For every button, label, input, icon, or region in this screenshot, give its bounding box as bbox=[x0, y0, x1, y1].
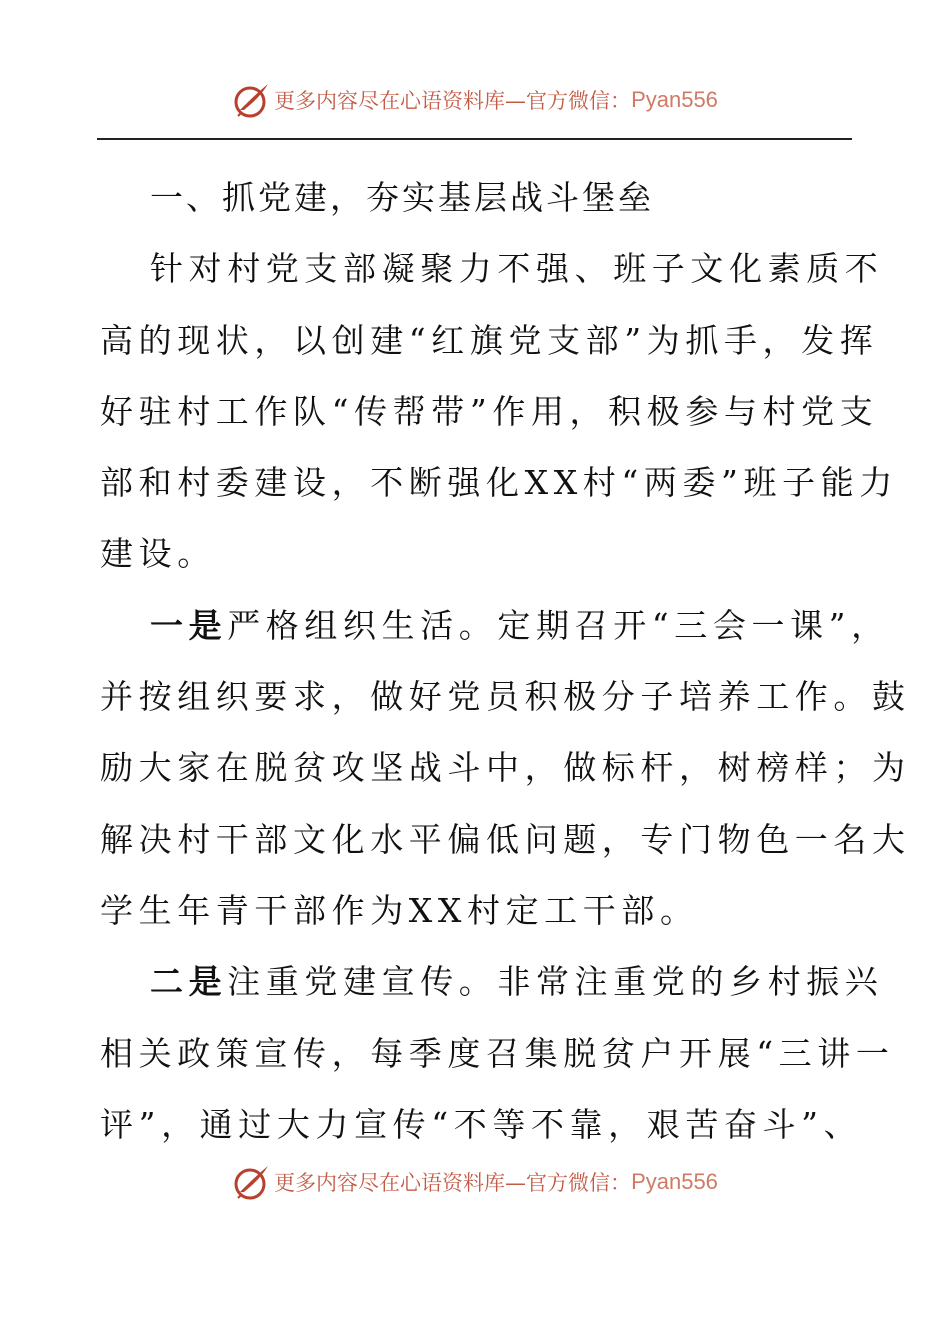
watermark-wechat-id: Pyan556 bbox=[631, 1169, 718, 1194]
text-line: 励大家在脱贫攻坚战斗中，做标杆，树榜样；为 bbox=[100, 748, 911, 788]
watermark-wechat-id: Pyan556 bbox=[631, 87, 718, 112]
paragraph-point-two bbox=[100, 946, 895, 1160]
point-lead: 一是 bbox=[150, 605, 228, 645]
text-line: 针对村党支部凝聚力不强、班子文化素质不 bbox=[150, 249, 884, 289]
paragraph-point-one bbox=[100, 590, 911, 946]
text-line: 相关政策宣传，每季度召集脱贫户开展“三讲一 bbox=[100, 1033, 895, 1073]
watermark-text: 更多内容尽在心语资料库—官方微信： bbox=[274, 1171, 632, 1195]
point-text: 注重党建宣传。非常注重党的乡村振兴 bbox=[227, 962, 884, 1002]
watermark-text: 更多内容尽在心语资料库—官方微信： bbox=[274, 89, 632, 113]
header-divider bbox=[97, 138, 852, 140]
point-text: 严格组织生活。定期召开“三会一课”， bbox=[227, 605, 890, 645]
text-line: 评”，通过大力宣传“不等不靠，艰苦奋斗”、 bbox=[100, 1104, 863, 1144]
text-line: 高的现状，以创建“红旗党支部”为抓手，发挥 bbox=[100, 320, 879, 360]
text-line: 建设。 bbox=[100, 534, 216, 574]
header-watermark bbox=[0, 78, 950, 122]
text-line bbox=[100, 590, 890, 661]
document-body bbox=[100, 162, 911, 1160]
text-line bbox=[100, 946, 884, 1017]
text-line: 并按组织要求，做好党员积极分子培养工作。鼓 bbox=[100, 677, 911, 717]
text-line: 好驻村工作队“传帮带”作用，积极参与村党支 bbox=[100, 391, 879, 431]
text-line: 学生年青干部作为XX村定工干部。 bbox=[100, 890, 699, 930]
text-line: 部和村委建设，不断强化XX村“两委”班子能力 bbox=[100, 463, 898, 503]
section-heading: 一、抓党建，夯实基层战斗堡垒 bbox=[150, 178, 654, 217]
quill-logo-icon bbox=[232, 80, 272, 120]
text-line: 解决村干部文化水平偏低问题，专门物色一名大 bbox=[100, 819, 911, 859]
point-lead: 二是 bbox=[150, 962, 228, 1002]
footer-watermark bbox=[0, 1160, 950, 1204]
quill-logo-icon bbox=[232, 1162, 272, 1202]
paragraph-intro bbox=[100, 233, 898, 589]
